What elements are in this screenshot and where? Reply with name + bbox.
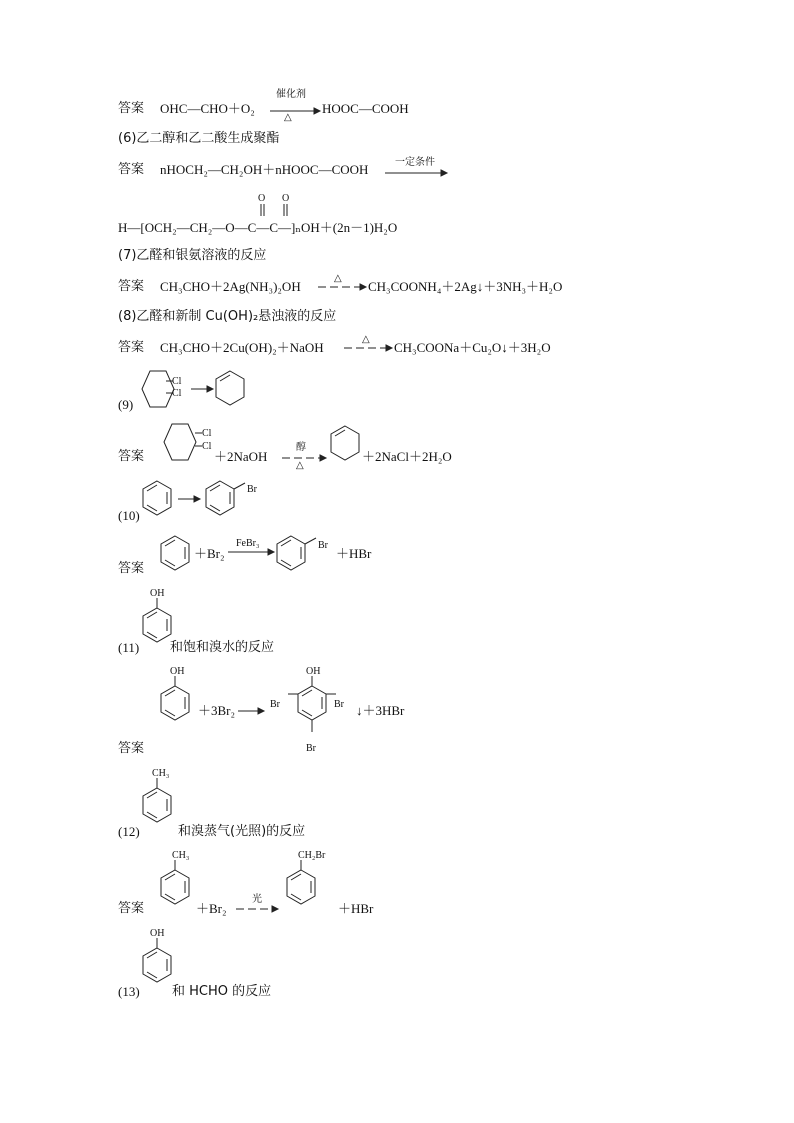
carbonyl-oxygen: O [258, 193, 266, 204]
question-6-label: (6)乙二醇和乙二酸生成聚酯 [118, 131, 280, 146]
question-11-label: (11) [118, 640, 140, 655]
arrow-condition-certain: 一定条件 [395, 157, 435, 168]
question-7-label: (7)乙醛和银氨溶液的反应 [118, 248, 267, 263]
benzyl-bromide-structure [286, 860, 316, 910]
chlorine-atom: Cl [172, 376, 182, 387]
equation-reagent: ＋2NaOH [214, 449, 268, 464]
equation-reagent: ＋Br₂ [194, 546, 225, 561]
question-12-label: (12) [118, 824, 140, 839]
cyclohexene-structure [330, 425, 362, 463]
equation-reagent: ＋3Br₂ [198, 703, 236, 718]
bromine-atom: Br [247, 484, 257, 495]
equation-products: HOOC—COOH [322, 101, 409, 116]
methyl-group: CH₃ [152, 768, 170, 779]
reaction-arrow [318, 284, 366, 290]
cyclohexene-structure [215, 370, 247, 408]
reaction-arrow [228, 549, 274, 555]
answer-label: 答案 [118, 101, 145, 116]
carbonyl-double-bonds [260, 204, 290, 218]
question-12-text: 和溴蒸气(光照)的反应 [178, 824, 306, 839]
chlorine-atom: Cl [172, 388, 182, 399]
hydroxyl-group: OH [170, 666, 185, 677]
answer-label: 答案 [118, 561, 145, 576]
equation-reactants: nHOCH₂—CH₂OH＋nHOOC—COOH [160, 162, 369, 177]
hydroxyl-group: OH [306, 666, 321, 677]
arrow-condition-febr3: FeBr₃ [236, 538, 260, 549]
hydroxyl-group: OH [150, 588, 165, 599]
equation-products: CH₃COONa＋Cu₂O↓＋3H₂O [394, 340, 551, 355]
arrow-condition-catalyst: 催化剂 [276, 89, 306, 100]
reaction-arrow [385, 170, 447, 176]
bromobenzene-structure [276, 535, 320, 573]
answer-label: 答案 [118, 340, 145, 355]
answer-label: 答案 [118, 901, 145, 916]
equation-products: ＋2NaCl＋2H₂O [362, 449, 452, 464]
question-13-label: (13) [118, 984, 140, 999]
equation-products: ＋HBr [336, 546, 372, 561]
reaction-arrow [191, 386, 213, 392]
cl-bonds [195, 430, 203, 450]
bromine-atom: Br [306, 743, 316, 754]
methyl-group: CH₃ [172, 850, 190, 861]
phenol-structure [142, 938, 172, 988]
cl-bonds [166, 378, 174, 398]
dichlorocyclohexane-structure [158, 423, 198, 463]
arrow-condition-heat: △ [362, 334, 370, 345]
equation-products: ↓＋3HBr [356, 703, 405, 718]
reaction-arrow [344, 345, 392, 351]
phenol-structure [160, 676, 190, 724]
question-13-text: 和 HCHO 的反应 [172, 984, 272, 999]
equation-products: CH₃COONH₄＋2Ag↓＋3NH₃＋H₂O [368, 279, 563, 294]
toluene-structure [142, 778, 172, 828]
reaction-arrow [282, 455, 326, 461]
question-8-label: (8)乙醛和新制 Cu(OH)₂悬浊液的反应 [118, 309, 337, 324]
arrow-condition-heat: △ [296, 460, 304, 471]
bromine-atom: Br [318, 540, 328, 551]
bromine-atom: Br [334, 699, 344, 710]
phenol-structure [142, 598, 172, 646]
bromobenzene-structure [205, 480, 249, 518]
equation-products: ＋HBr [338, 901, 374, 916]
equation-reactants: CH₃CHO＋2Ag(NH₃)₂OH [160, 279, 301, 294]
reaction-arrow [238, 708, 264, 714]
bromine-atom: Br [270, 699, 280, 710]
arrow-condition-alcohol: 醇 [296, 442, 306, 453]
arrow-condition-heat: △ [334, 273, 342, 284]
reaction-arrow [236, 906, 278, 912]
toluene-structure [160, 860, 190, 910]
polyester-product: H—[OCH₂—CH₂—O—C—C—]ₙOH＋(2n－1)H₂O [118, 220, 398, 235]
benzene-structure [142, 480, 172, 518]
benzene-structure [160, 535, 190, 573]
equation-reagent: ＋Br₂ [196, 901, 227, 916]
answer-label: 答案 [118, 741, 145, 756]
answer-label: 答案 [118, 162, 145, 177]
equation-reactants: OHC—CHO＋O₂ [160, 101, 255, 116]
arrow-condition-light: 光 [252, 894, 262, 905]
question-9-label: (9) [118, 397, 134, 412]
question-10-label: (10) [118, 508, 140, 523]
hydroxyl-group: OH [150, 928, 165, 939]
question-11-text: 和饱和溴水的反应 [170, 640, 275, 655]
answer-label: 答案 [118, 279, 145, 294]
reaction-arrow [178, 496, 200, 502]
carbonyl-oxygen: O [282, 193, 290, 204]
answer-label: 答案 [118, 449, 145, 464]
chlorine-atom: Cl [202, 441, 212, 452]
chlorine-atom: Cl [202, 428, 212, 439]
arrow-condition-heat: △ [284, 112, 292, 123]
equation-reactants: CH₃CHO＋2Cu(OH)₂＋NaOH [160, 340, 324, 355]
reaction-arrow [270, 108, 320, 114]
bromomethyl-group: CH₂Br [298, 850, 326, 861]
